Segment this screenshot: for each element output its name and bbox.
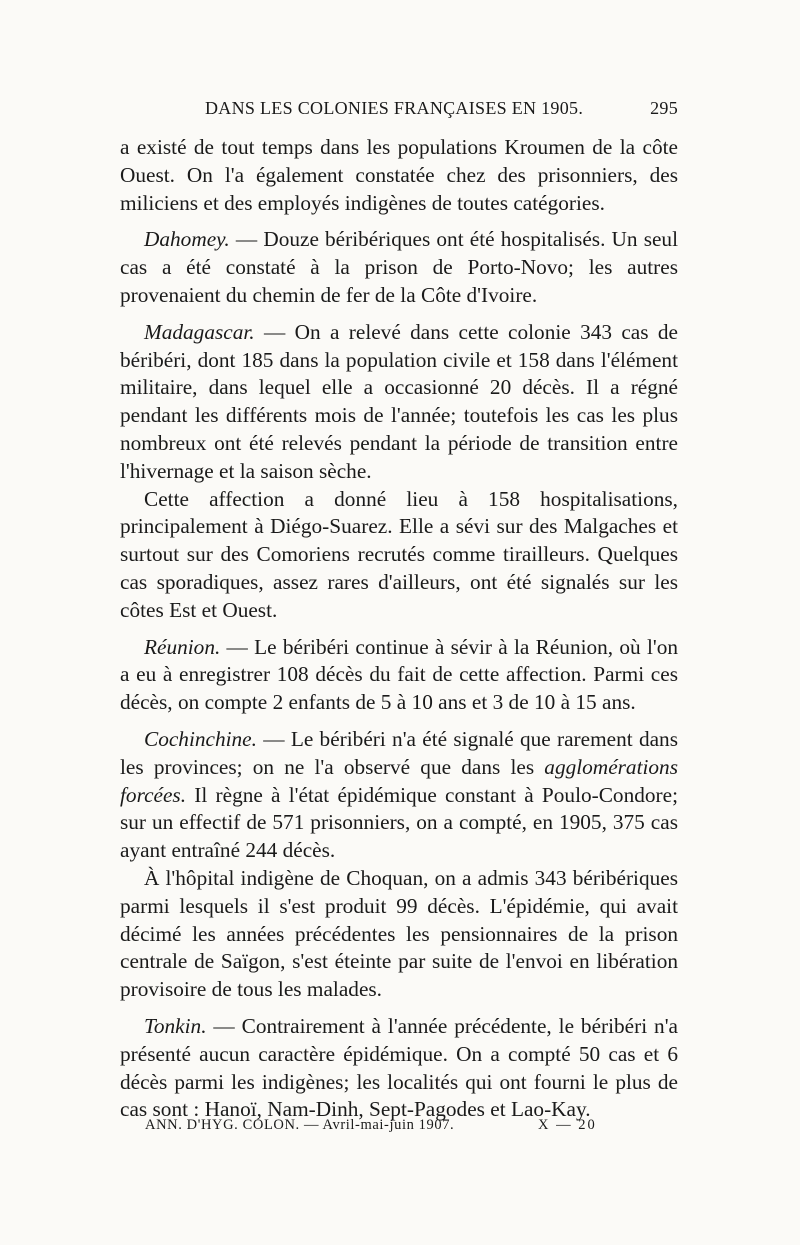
paragraph-cochinchine: Cochinchine. — Le béribéri n'a été signalé que rarement dans les provinces; on ne l'a observé que dans les agglomérations forcées. Il règne à l'état épidémique constant à Poulo-Condore; sur un effectif de 571 prisonniers, on a compté, en 1905, 375 cas ayant entraîné 244 décès. — [120, 726, 678, 863]
paragraph: À l'hôpital indigène de Choquan, on a admis 343 béribériques parmi lesquels il s'est produit 99 décès. L'épidémie, qui avait décimé les années précédentes les pensionnaires de la prison centrale de Saïgon, s'est éteinte par suite de l'envoi en libération provisoire de tous les malades. — [120, 865, 678, 1002]
page-header — [120, 98, 678, 128]
page-footer — [145, 1117, 680, 1143]
section-heading-cochinchine: Cochinchine. — [144, 726, 257, 751]
running-title: DANS LES COLONIES FRANÇAISES EN 1905. — [205, 98, 584, 118]
paragraph: Cette affection a donné lieu à 158 hospitalisations, principalement à Diégo-Suarez. Elle a sévi sur des Malgaches et surtout sur des Comoriens recrutés comme tirailleurs. Quelques cas sporadiques, assez rares d'ailleurs, ont été signalés sur les côtes Est et Ouest. — [120, 486, 678, 622]
paragraph: a existé de tout temps dans les populations Kroumen de la côte Ouest. On l'a également constatée chez des prisonniers, des miliciens et des employés indigènes de toutes catégories. — [120, 135, 678, 215]
section-heading-madagascar: Madagascar. — [144, 319, 255, 344]
section-heading-tonkin: Tonkin. — [144, 1013, 207, 1038]
body-text — [120, 134, 678, 1124]
signature-mark: X — 20 — [538, 1117, 597, 1133]
emphasis-text: agglomérations forcées. — [120, 754, 678, 807]
section-heading-dahomey: Dahomey. — [144, 227, 230, 252]
paragraph-reunion: Réunion. — Le béribéri continue à sévir à la Réunion, où l'on a eu à enregistrer 108 décès du fait de cette affection. Parmi ces décès, on compte 2 enfants de 5 à 10 ans et 3 de 10 à 15 ans. — [120, 634, 678, 715]
paragraph-tonkin: Tonkin. — Contrairement à l'année précédente, le béribéri n'a présenté aucun caractère épidémique. On a compté 50 cas et 6 décès parmi les indigènes; les localités qui ont fourni le plus de cas sont : Hanoï, Nam-Dinh, Sept-Pagodes et Lao-Kay. — [120, 1013, 678, 1122]
paragraph-madagascar: Madagascar. — On a relevé dans cette colonie 343 cas de béribéri, dont 185 dans la population civile et 158 dans l'élément militaire, dans lequel elle a occasionné 20 décès. Il a régné pendant les différents mois de l'année; toutefois les cas les plus nombreux ont été relevés pendant la période de transition entre l'hivernage et la saison sèche. — [120, 319, 678, 483]
section-heading-reunion: Réunion. — [144, 634, 221, 659]
paragraph-dahomey: Dahomey. — Douze béribériques ont été hospitalisés. Un seul cas a été constaté à la prison de Porto-Novo; les autres provenaient du chemin de fer de la Côte d'Ivoire. — [120, 227, 678, 307]
page-number: 295 — [650, 98, 678, 118]
journal-citation: ANN. D'HYG. COLON. — Avril-mai-juin 1907. — [145, 1117, 455, 1133]
